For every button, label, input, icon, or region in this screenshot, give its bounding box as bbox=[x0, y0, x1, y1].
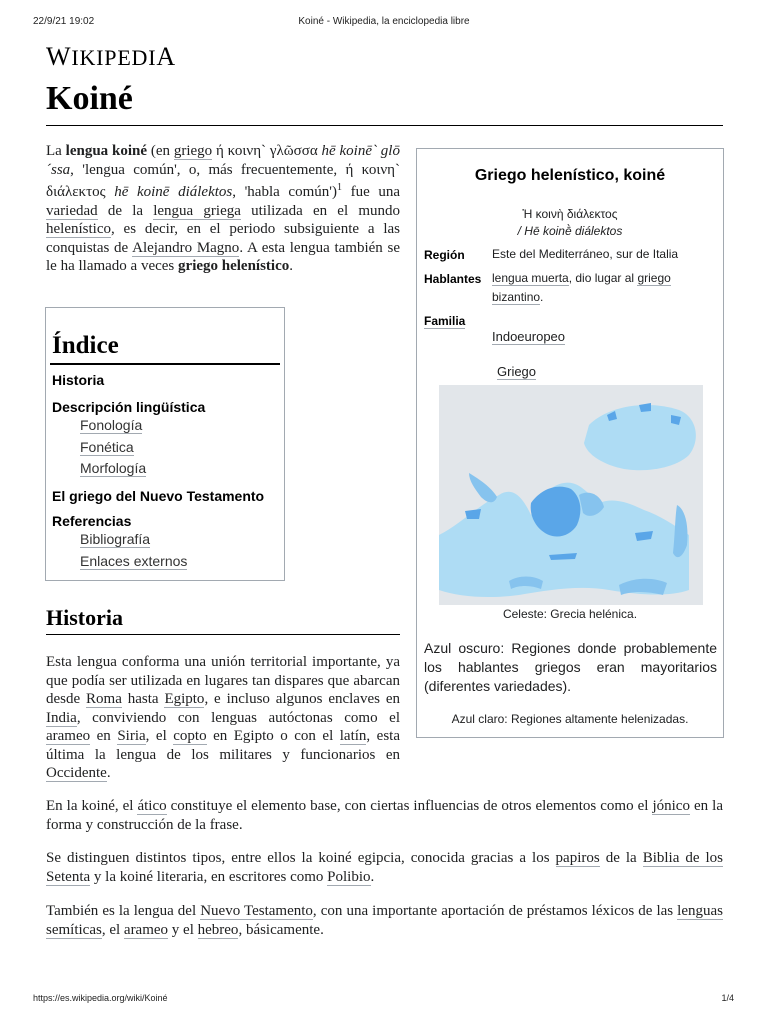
link-helenistico[interactable]: helenístico bbox=[46, 221, 111, 237]
map-caption-azul-oscuro: Azul oscuro: Regiones donde probablemente los hablantes griegos eran mayoritarios (diferentes variedades). bbox=[424, 640, 717, 694]
link-occidente[interactable]: Occidente bbox=[46, 765, 107, 781]
print-date: 22/9/21 19:02 bbox=[33, 16, 95, 27]
link-indoeuropeo[interactable]: Indoeuropeo bbox=[492, 329, 566, 344]
link-latin[interactable]: latín bbox=[339, 728, 367, 744]
historia-paragraph-4: También es la lengua del Nuevo Testamento, con una importante aportación de préstamos léxicos de las lenguas semíticas, el arameo y el hebreo, básicamente. bbox=[46, 903, 723, 938]
toc-item-morfologia[interactable]: Morfología bbox=[80, 460, 147, 476]
link-griego-bizantino[interactable]: griego bizantino bbox=[492, 271, 671, 304]
infobox-family-value bbox=[492, 329, 565, 344]
print-page-number: 1/4 bbox=[721, 993, 734, 1003]
link-lengua-griega[interactable]: lengua griega bbox=[153, 202, 241, 219]
link-alejandro-magno[interactable]: Alejandro Magno bbox=[132, 239, 240, 256]
historia-paragraph-1: Esta lengua conforma una unión territorial importante, ya que podía ser utilizada en lugares tan dispares que abarcan desde Roma hasta Egipto, e incluso algunos enclaves en India, conviviendo con lenguas autóctonas como el arameo en Siria, el copto en Egipto o con el latín, esta última la lengua de los militares y funcionarios en Occidente. bbox=[46, 654, 400, 781]
map-caption-azul-claro: Azul claro: Regiones altamente helenizadas. bbox=[451, 712, 689, 726]
historia-paragraph-2: En la koiné, el ático constituye el elemento base, con ciertas influencias de otros elementos como el jónico en la forma y construcción de la frase. bbox=[46, 798, 723, 833]
print-doc-title: Koiné - Wikipedia, la enciclopedia libre bbox=[298, 16, 470, 27]
language-infobox bbox=[416, 148, 724, 738]
infobox-family-sub bbox=[497, 364, 536, 379]
link-india[interactable]: India bbox=[46, 709, 77, 726]
toc-item-fonetica[interactable]: Fonética bbox=[80, 439, 134, 455]
link-copto[interactable]: copto bbox=[173, 728, 207, 744]
toc-title: Índice bbox=[52, 332, 119, 359]
link-siria[interactable]: Siria bbox=[117, 728, 146, 744]
infobox-family-label[interactable]: Familia bbox=[424, 314, 466, 328]
lead-paragraph: La lengua koiné (en griego ή κοινη` γλῶσσα hē koinē` glō´ssa, 'lengua común', o, más frecuentemente, ή κοινη` διάλεκτος hē koinē diálektos, 'habla común')$^1$ fue una variedad de la lengua griega utilizada en el mundo helenístico, es decir, en el periodo subsiguiente a las conquistas de Alejandro Magno. A esta lengua también se le ha llamado a veces griego helenístico. bbox=[46, 143, 401, 274]
infobox-native-name: Ἡ κοινὴ διάλεκτος / Hē koinḕ diálektos bbox=[517, 207, 623, 238]
link-griego[interactable]: griego bbox=[173, 143, 213, 159]
toc-item-historia[interactable]: Historia bbox=[52, 372, 105, 388]
title-divider bbox=[46, 125, 723, 126]
toc-item-enlaces-externos[interactable]: Enlaces externos bbox=[80, 553, 188, 569]
infobox-speakers-value: lengua muerta, dio lugar al griego bizantino. bbox=[492, 271, 671, 304]
toc-item-bibliografia[interactable]: Bibliografía bbox=[80, 531, 151, 547]
historia-paragraph-3: Se distinguen distintos tipos, entre ellos la koiné egipcia, conocida gracias a los papiros de la Biblia de los Setenta y la koiné literaria, en escritores como Polibio. bbox=[46, 850, 724, 885]
link-lengua-muerta[interactable]: lengua muerta bbox=[492, 271, 569, 285]
koine-distribution-map[interactable] bbox=[439, 385, 703, 605]
link-lenguas-semiticas[interactable]: lenguas semíticas bbox=[46, 903, 723, 938]
link-egipto[interactable]: Egipto bbox=[164, 691, 205, 707]
print-url: https://es.wikipedia.org/wiki/Koiné bbox=[33, 993, 168, 1003]
link-biblia-setenta[interactable]: Biblia de los Setenta bbox=[46, 850, 724, 885]
link-polibio[interactable]: Polibio bbox=[327, 868, 371, 885]
table-of-contents bbox=[45, 307, 285, 581]
infobox-title: Griego helenístico, koiné bbox=[474, 167, 666, 184]
wikipedia-wordmark[interactable]: WIKIPEDIA bbox=[46, 42, 176, 71]
link-arameo[interactable]: arameo bbox=[46, 728, 91, 744]
toc-item-descripcion[interactable]: Descripción lingüística bbox=[52, 399, 206, 415]
toc-item-fonologia[interactable]: Fonología bbox=[80, 417, 143, 433]
link-jonico[interactable]: jónico bbox=[652, 798, 690, 814]
section-divider bbox=[46, 634, 400, 635]
infobox-region-label: Región bbox=[424, 248, 465, 262]
toc-item-nuevo-testamento[interactable]: El griego del Nuevo Testamento bbox=[52, 488, 265, 504]
infobox-region-value: Este del Mediterráneo, sur de Italia bbox=[492, 247, 679, 261]
toc-item-referencias[interactable]: Referencias bbox=[52, 513, 132, 529]
link-atico[interactable]: ático bbox=[137, 798, 167, 814]
map-caption-celeste: Celeste: Grecia helénica. bbox=[502, 607, 638, 621]
link-variedad[interactable]: variedad bbox=[46, 202, 98, 219]
page-title: Koiné bbox=[46, 80, 133, 117]
section-heading-historia: Historia bbox=[46, 605, 123, 630]
reference-1[interactable]: 1 bbox=[336, 182, 342, 193]
link-roma[interactable]: Roma bbox=[86, 691, 122, 707]
infobox-speakers-label: Hablantes bbox=[424, 272, 482, 286]
toc-divider bbox=[50, 363, 280, 365]
link-arameo-2[interactable]: arameo bbox=[123, 921, 169, 938]
link-papiros[interactable]: papiros bbox=[555, 850, 600, 866]
link-hebreo[interactable]: hebreo bbox=[197, 921, 239, 938]
link-griego-familia[interactable]: Griego bbox=[497, 364, 537, 379]
link-nuevo-testamento[interactable]: Nuevo Testamento bbox=[200, 903, 313, 919]
